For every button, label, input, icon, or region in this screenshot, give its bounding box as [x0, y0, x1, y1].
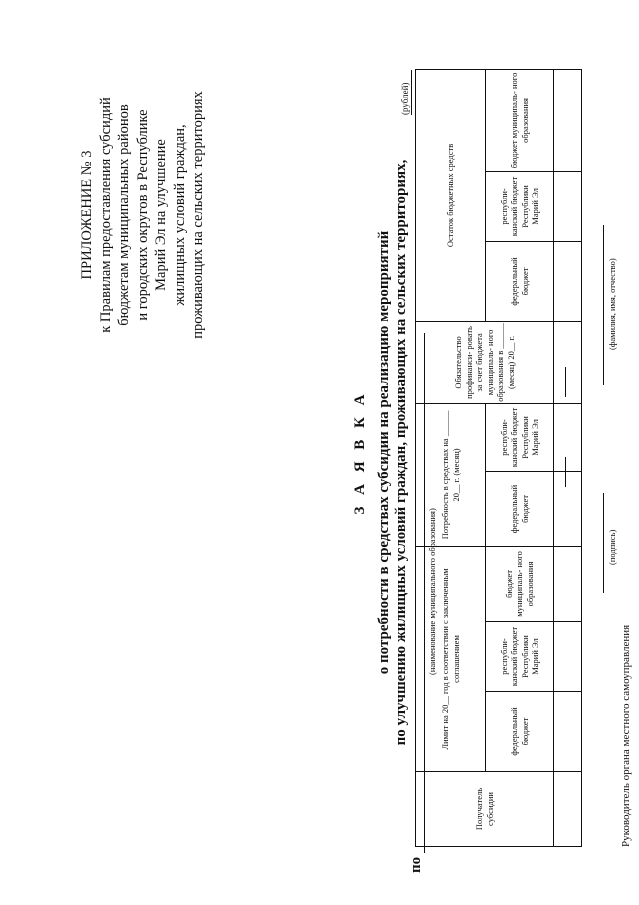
appendix-line: Марий Эл на улучшение: [153, 139, 169, 291]
appendix-line: жилищных условий граждан,: [171, 124, 188, 306]
appendix-line: бюджетам муниципальных районов: [116, 104, 132, 326]
table-cell[interactable]: [554, 622, 582, 692]
subheader-republic: республи- канский бюджет Республики Марий Эл: [486, 622, 554, 692]
table-cell[interactable]: [554, 772, 582, 847]
municipality-line-label: по: [408, 856, 424, 873]
stamp-mark-line: [565, 457, 566, 487]
header-obligation: Обязательство профинанси- ровать за счет бюджета муниципаль- ного образования в ______ (месяц) 20__ г.: [416, 321, 554, 403]
appendix-title: ПРИЛОЖЕНИЕ № 3: [79, 150, 95, 280]
table-header-row: [416, 69, 486, 846]
title-subtitle-line: по улучшению жилищных условий граждан, проживающих на сельских территориях,: [393, 159, 409, 746]
header-need-group: Потребность в средствах на ______ 20__ г. (месяц): [416, 403, 486, 546]
header-recipient: Получатель субсидии: [416, 772, 554, 847]
table-cell[interactable]: [554, 241, 582, 321]
title-subtitle-line: о потребности в средствах субсидии на реализацию мероприятий: [376, 230, 392, 675]
stamp-mark-line: [565, 367, 566, 397]
header-balance-group: Остаток бюджетных средств: [416, 69, 486, 321]
appendix-line: проживающих на сельских территориях: [190, 91, 206, 339]
subheader-federal: федеральный бюджет: [486, 241, 554, 321]
appendix-block: [78, 85, 208, 345]
subheader-municipal: бюджет муниципаль- ного образования: [486, 546, 554, 621]
table-cell[interactable]: [554, 171, 582, 241]
table-cell[interactable]: [554, 403, 582, 471]
subheader-municipal: бюджет муниципаль- ного образования: [486, 69, 554, 171]
units-underline: [411, 70, 412, 115]
subheader-federal: федеральный бюджет: [486, 471, 554, 546]
units-label: (рублей): [400, 82, 410, 115]
appendix-line: и городских округов в Республике: [134, 109, 151, 321]
subheader-federal: федеральный бюджет: [486, 692, 554, 772]
appendix-line: к Правилам предоставления субсидий: [97, 97, 114, 333]
signature-line: [603, 493, 604, 593]
subheader-republic: республи- канский бюджет Республики Марий Эл: [486, 403, 554, 471]
table-subheader-row: [486, 69, 554, 846]
table-row: [554, 69, 582, 846]
name-hint: (фамилия, имя, отчество): [607, 258, 617, 350]
name-line: [603, 225, 604, 385]
table-cell[interactable]: [554, 471, 582, 546]
document-title: З А Я В К А: [352, 390, 368, 515]
table-cell[interactable]: [554, 69, 582, 171]
signature-hint: (подпись): [607, 529, 617, 565]
footer-head-label: Руководитель органа местного самоуправления: [620, 624, 632, 847]
table-cell[interactable]: [554, 546, 582, 621]
header-limit-group: Лимит на 20__ год в соответствии с заключенным соглашением: [416, 546, 486, 771]
subheader-republic: республи- канский бюджет Республики Марий Эл: [486, 171, 554, 241]
municipality-hint: (наименование муниципального образования): [427, 508, 437, 675]
table-cell[interactable]: [554, 321, 582, 403]
request-table: [415, 69, 582, 847]
table-cell[interactable]: [554, 692, 582, 772]
